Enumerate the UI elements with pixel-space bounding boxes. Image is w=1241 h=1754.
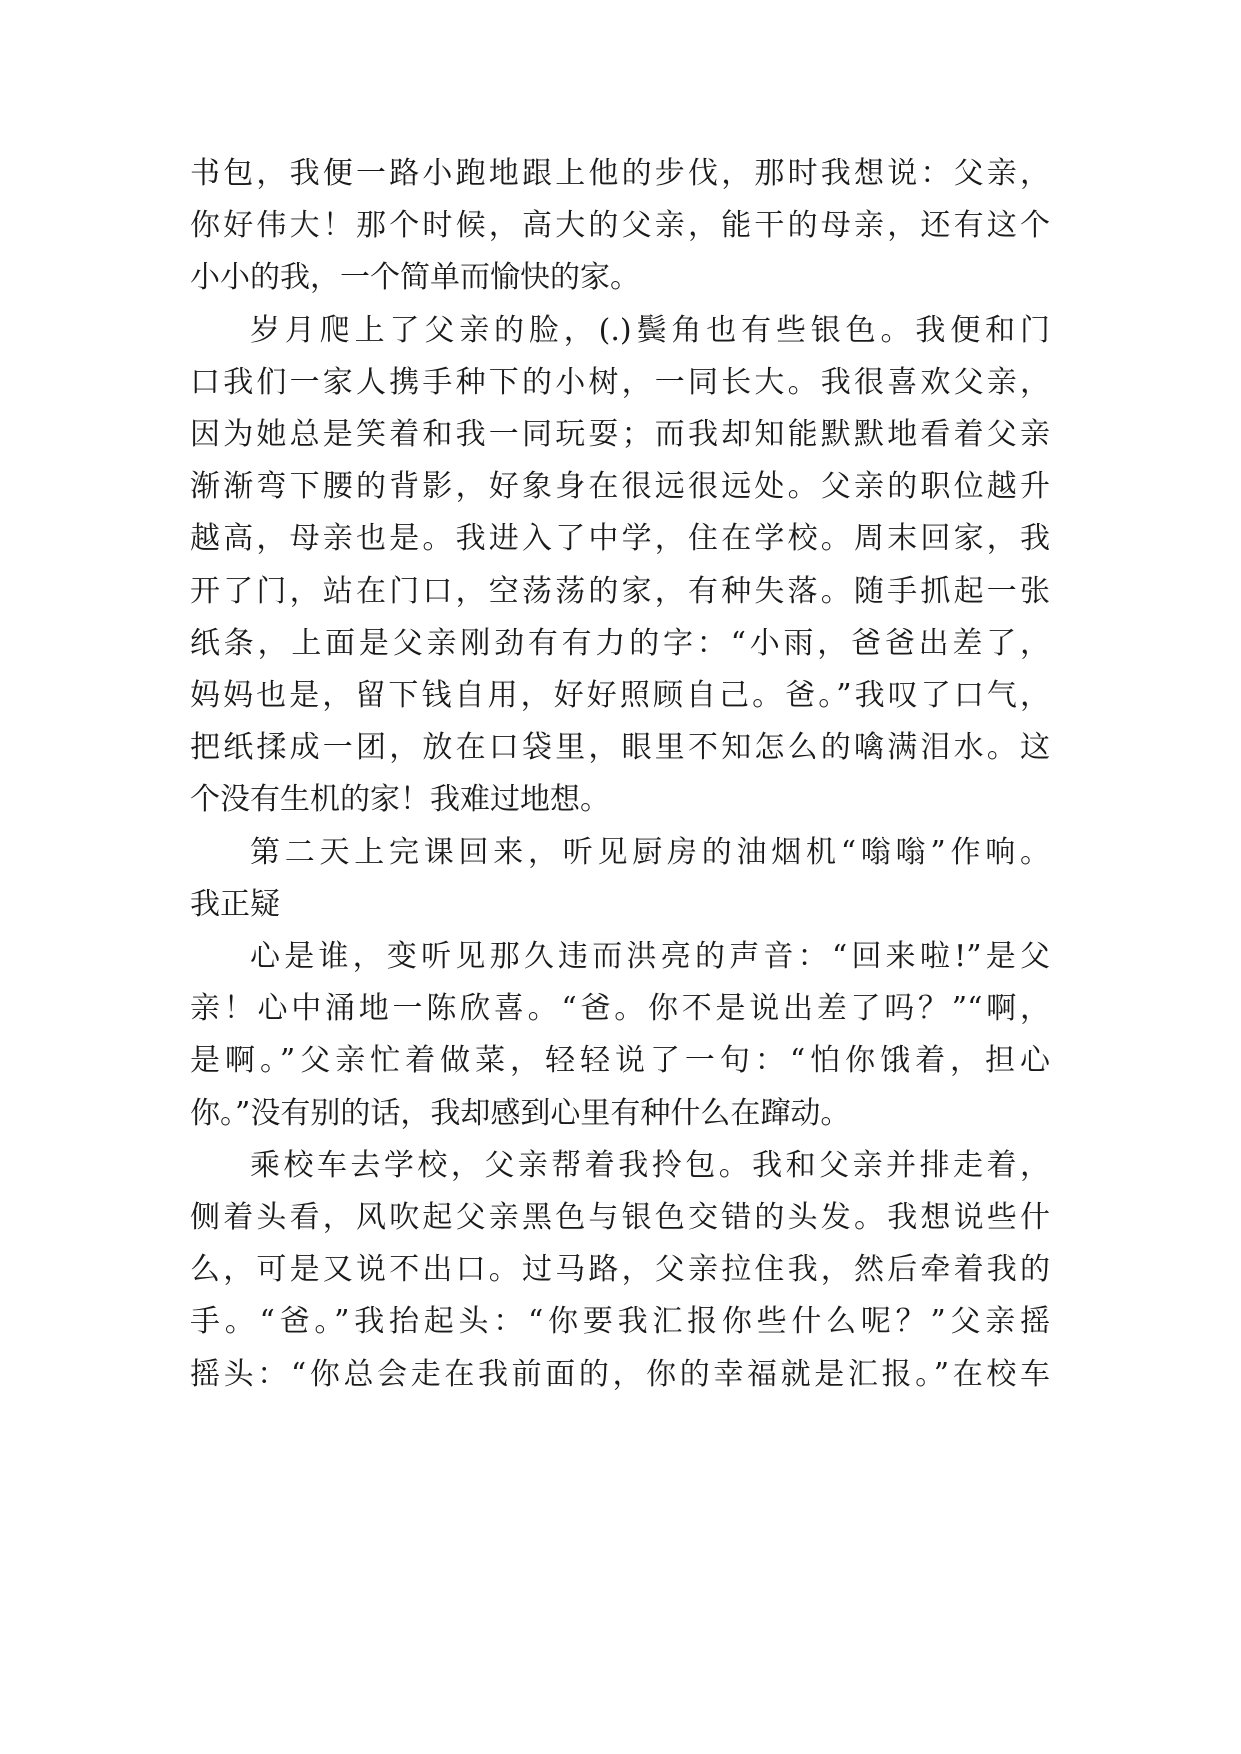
text-line: 因为她总是笑着和我一同玩耍；而我却知能默默地看着父亲 <box>190 417 1050 452</box>
text-line: 开了门，站在门口，空荡荡的家，有种失落。随手抓起一张 <box>190 574 1050 609</box>
text-line: 口我们一家人携手种下的小树，一同长大。我很喜欢父亲， <box>190 365 1050 400</box>
text-line: 乘校车去学校，父亲帮着我拎包。我和父亲并排走着， <box>250 1148 1050 1183</box>
text-line: 心是谁，变听见那久违而洪亮的声音：“回来啦!”是父 <box>250 939 1050 974</box>
text-line: 你。”没有别的话，我却感到心里有种什么在蹿动。 <box>190 1096 851 1131</box>
text-line: 么，可是又说不出口。过马路，父亲拉住我，然后牵着我的 <box>190 1252 1050 1287</box>
text-line: 第二天上完课回来，听见厨房的油烟机“嗡嗡”作响。 <box>250 835 1050 870</box>
text-line: 个没有生机的家！我难过地想。 <box>190 782 610 817</box>
text-line: 越高，母亲也是。我进入了中学，住在学校。周末回家，我 <box>190 521 1050 556</box>
text-line: 小小的我，一个简单而愉快的家。 <box>190 260 640 295</box>
text-line: 书包，我便一路小跑地跟上他的步伐，那时我想说：父亲， <box>190 156 1050 191</box>
text-line: 是啊。”父亲忙着做菜，轻轻说了一句：“怕你饿着，担心 <box>190 1043 1050 1078</box>
text-line: 渐渐弯下腰的背影，好象身在很远很远处。父亲的职位越升 <box>190 469 1050 504</box>
text-line: 亲！心中涌地一陈欣喜。“爸。你不是说出差了吗？”“啊， <box>190 991 1050 1026</box>
text-line: 纸条，上面是父亲刚劲有有力的字：“小雨，爸爸出差了， <box>190 626 1050 661</box>
text-line: 手。“爸。”我抬起头：“你要我汇报你些什么呢？”父亲摇 <box>190 1304 1050 1339</box>
text-line: 妈妈也是，留下钱自用，好好照顾自己。爸。”我叹了口气， <box>190 678 1050 713</box>
text-line: 你好伟大！那个时候，高大的父亲，能干的母亲，还有这个 <box>190 208 1050 243</box>
text-line: 摇头：“你总会走在我前面的，你的幸福就是汇报。”在校车 <box>190 1357 1050 1392</box>
text-line: 岁月爬上了父亲的脸，(.)鬓角也有些银色。我便和门 <box>250 313 1050 348</box>
text-line: 我正疑 <box>190 887 280 922</box>
text-line: 侧着头看，风吹起父亲黑色与银色交错的头发。我想说些什 <box>190 1200 1050 1235</box>
text-line: 把纸揉成一团，放在口袋里，眼里不知怎么的噙满泪水。这 <box>190 730 1050 765</box>
